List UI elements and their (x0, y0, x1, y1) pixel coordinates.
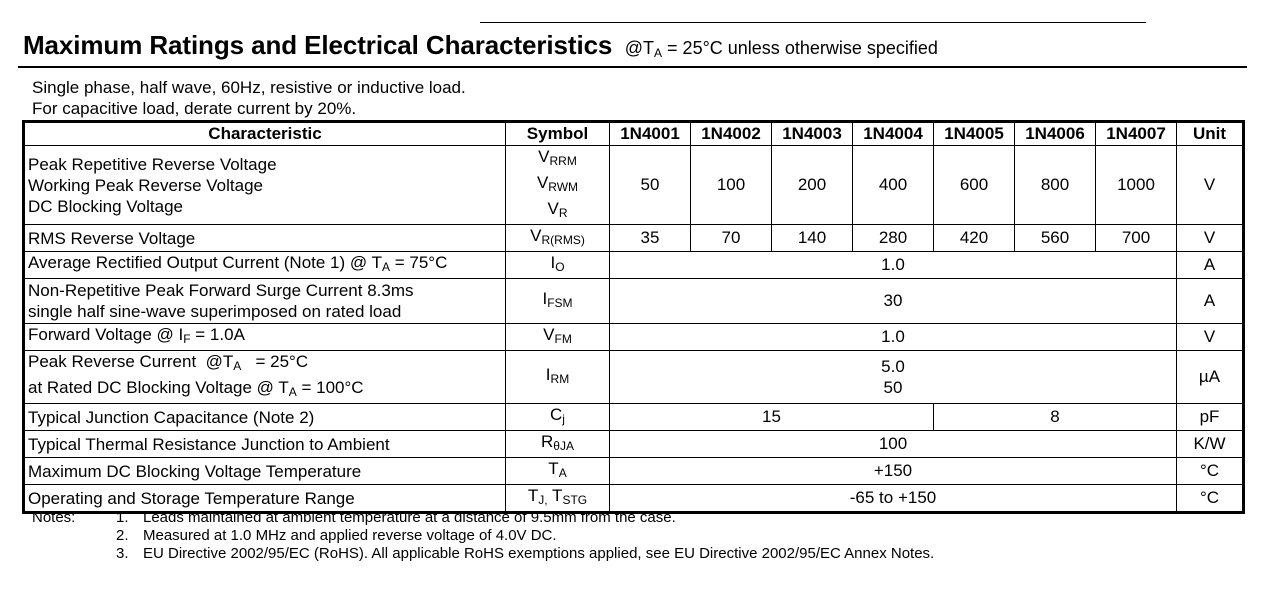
table-row (24, 351, 1244, 404)
cell-unit: µA (1177, 351, 1244, 404)
table-row (24, 404, 1244, 431)
list-item: 3. EU Directive 2002/95/EC (RoHS). All applicable RoHS exemptions applied, see EU Directive 2002/95/EC Annex Notes. (116, 545, 935, 562)
ratings-table (22, 120, 1245, 514)
notes-label: Notes: (32, 509, 76, 526)
title-underline (18, 66, 1247, 68)
cell-value: 70 (691, 225, 772, 252)
row-characteristic: Peak Reverse Current $@T_A = 25^\circ C$ at Rated DC Blocking Voltage @ $T_A = 100^\circ C$ (24, 351, 506, 404)
section-title (23, 30, 1243, 64)
cell-unit: °C (1177, 485, 1244, 513)
cell-value: 8 (934, 404, 1177, 431)
table-row (24, 324, 1244, 351)
cell-value: +150 (610, 458, 1177, 485)
cell-value: 140 (772, 225, 853, 252)
row-characteristic: Average Rectified Output Current (Note 1) @ $T_A = 75^\circ C$ (24, 252, 506, 279)
title-main: Maximum Ratings and Electrical Characteristics (23, 30, 613, 60)
row-symbol: $V_{R(RMS)}$ (506, 225, 610, 252)
cell-unit: V (1177, 146, 1244, 225)
table-row (24, 146, 1244, 225)
cell-unit: pF (1177, 404, 1244, 431)
cell-unit: A (1177, 252, 1244, 279)
table-row (24, 252, 1244, 279)
cell-value: 30 (610, 279, 1177, 324)
row-characteristic: Peak Repetitive Reverse Voltage Working Peak Reverse Voltage DC Blocking Voltage (24, 146, 506, 225)
table-row (24, 225, 1244, 252)
row-symbol: $I_{RM}$ (506, 351, 610, 404)
cell-value: 35 (610, 225, 691, 252)
cell-unit: V (1177, 324, 1244, 351)
table-row (24, 431, 1244, 458)
header-unit: Unit (1177, 122, 1244, 146)
table-row (24, 458, 1244, 485)
row-symbol: $I_{FSM}$ (506, 279, 610, 324)
cell-value: 50 (610, 146, 691, 225)
row-characteristic: Typical Junction Capacitance (Note 2) (24, 404, 506, 431)
row-symbol: $R_{\theta JA}$ (506, 431, 610, 458)
cell-value: 5.0 50 (610, 351, 1177, 404)
header-part: 1N4003 (772, 122, 853, 146)
cell-value: 420 (934, 225, 1015, 252)
row-characteristic: Maximum DC Blocking Voltage Temperature (24, 458, 506, 485)
cell-value: 280 (853, 225, 934, 252)
row-symbol: $V_{FM}$ (506, 324, 610, 351)
row-characteristic: Typical Thermal Resistance Junction to Ambient (24, 431, 506, 458)
cell-value: 1.0 (610, 324, 1177, 351)
row-symbol: $T_{J,}$ $T_{STG}$ (506, 485, 610, 513)
cell-value: -65 to +150 (610, 485, 1177, 513)
header-symbol: Symbol (506, 122, 610, 146)
header-part: 1N4005 (934, 122, 1015, 146)
intro-line-1: Single phase, half wave, 60Hz, resistive or inductive load. (32, 78, 466, 97)
table-header-row (24, 122, 1244, 146)
cell-unit: K/W (1177, 431, 1244, 458)
title-condition: $@T_A = 25^\circ C$ unless otherwise specified (624, 38, 938, 60)
cell-unit: A (1177, 279, 1244, 324)
cell-value: 700 (1096, 225, 1177, 252)
row-symbol: $V_{RRM}$ $V_{RWM}$ $V_R$ (506, 146, 610, 225)
cell-value: 100 (610, 431, 1177, 458)
cell-value: 100 (691, 146, 772, 225)
header-part: 1N4001 (610, 122, 691, 146)
top-border-line (480, 22, 1146, 23)
intro-line-2: For capacitive load, derate current by 20%. (32, 99, 357, 118)
cell-value: 1.0 (610, 252, 1177, 279)
row-characteristic: Operating and Storage Temperature Range (24, 485, 506, 513)
cell-value: 200 (772, 146, 853, 225)
row-symbol: $T_A$ (506, 458, 610, 485)
header-characteristic: Characteristic (24, 122, 506, 146)
row-symbol: $I_O$ (506, 252, 610, 279)
cell-unit: °C (1177, 458, 1244, 485)
row-characteristic: Non-Repetitive Peak Forward Surge Current 8.3ms single half sine-wave superimposed on rated load (24, 279, 506, 324)
list-item: 2. Measured at 1.0 MHz and applied reverse voltage of 4.0V DC. (116, 527, 557, 544)
row-characteristic: RMS Reverse Voltage (24, 225, 506, 252)
header-part: 1N4007 (1096, 122, 1177, 146)
table-row (24, 279, 1244, 324)
cell-value: 15 (610, 404, 934, 431)
cell-unit: V (1177, 225, 1244, 252)
notes-list (116, 509, 934, 563)
cell-value: 400 (853, 146, 934, 225)
list-item: 1. Leads maintained at ambient temperature at a distance of 9.5mm from the case. (116, 509, 676, 526)
cell-value: 800 (1015, 146, 1096, 225)
intro-text (32, 77, 466, 119)
cell-value: 1000 (1096, 146, 1177, 225)
header-part: 1N4006 (1015, 122, 1096, 146)
cell-value: 560 (1015, 225, 1096, 252)
cell-value: 600 (934, 146, 1015, 225)
row-symbol: $C_j$ (506, 404, 610, 431)
row-characteristic: Forward Voltage @ $I_F = 1.0A$ (24, 324, 506, 351)
header-part: 1N4002 (691, 122, 772, 146)
header-part: 1N4004 (853, 122, 934, 146)
